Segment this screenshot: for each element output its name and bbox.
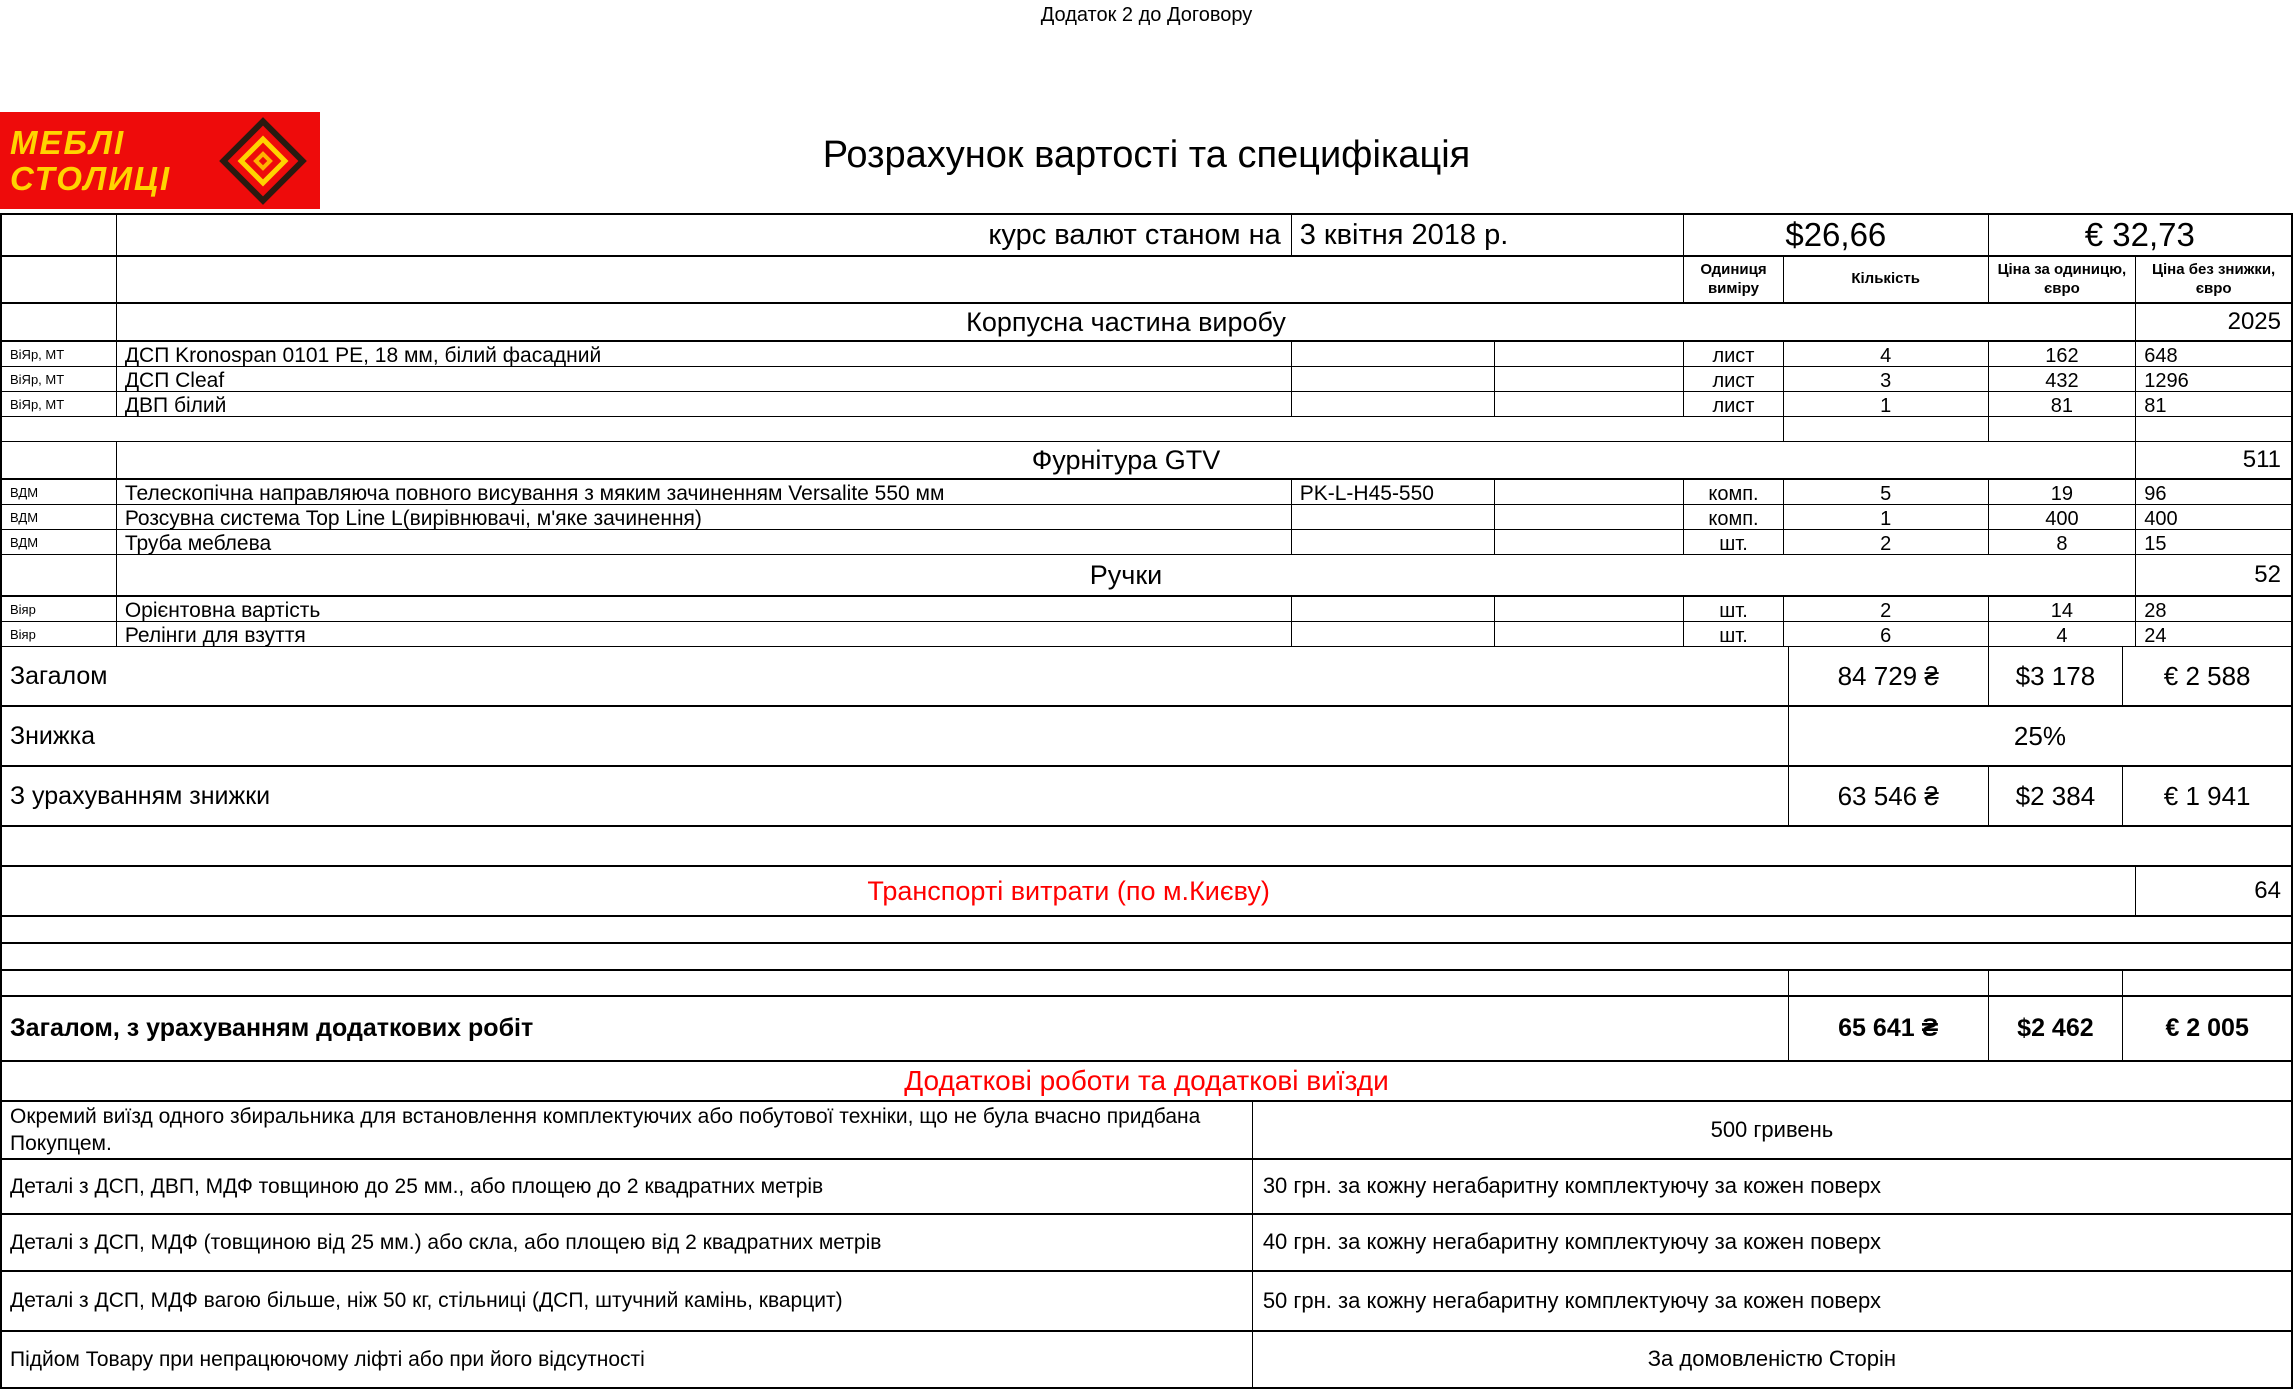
discount-row [2,707,2291,767]
final-total-label: Загалом, з урахуванням додаткових робіт [2,997,1789,1060]
logo-line1: МЕБЛІ [10,123,126,161]
item-row [2,530,2291,555]
discount-value: 25% [2013,720,2066,751]
item-qty: 6 [1784,622,1989,646]
extras-desc: Деталі з ДСП, МДФ (товщиною від 25 мм.) або скла, або площею від 2 квадратних метрів [2,1215,1253,1270]
section-title: Фурнітура GTV [117,442,2136,478]
item-name: Труба меблева [117,530,1292,554]
item-name: Телескопічна направляюча повного висування з мяким зачиненням Versalite 550 мм [117,480,1292,504]
extras-price: 500 гривень [1710,1116,1834,1142]
item-row [2,342,2291,367]
total-eur: € 2 588 [2163,660,2251,691]
item-unit: шт. [1684,597,1784,621]
section-row-body [2,304,2291,342]
col-header-price-no-discount: Ціна без знижки, євро [2152,260,2276,297]
item-name: Релінги для взуття [117,622,1292,646]
item-unit: шт. [1684,622,1784,646]
logo-line2: СТОЛИЦІ [10,159,172,197]
total-usd: $3 178 [1989,647,2124,705]
extras-desc: Деталі з ДСП, ДВП, МДФ товщиною до 25 мм., або площею до 2 квадратних метрів [2,1160,1253,1213]
item-unit: лист [1684,392,1784,416]
item-supplier: ВДМ [2,530,117,554]
item-total: 1296 [2144,370,2189,391]
item-total: 24 [2144,625,2167,646]
header-empty-1 [2,257,117,302]
item-supplier: ВіЯр, МТ [2,392,117,416]
column-header-row [2,257,2291,304]
extras-price: За домовленістю Сторін [1647,1346,1897,1372]
item-supplier: ВДМ [2,505,117,529]
item-supplier: Віяр [2,597,117,621]
item-name: ДСП Kronospan 0101 PE, 18 мм, білий фасадний [117,342,1292,366]
extras-row [2,1102,2291,1160]
item-price: 162 [1989,342,2137,366]
item-unit: лист [1684,342,1784,366]
item-total: 400 [2144,508,2178,529]
empty-row [2,971,2291,997]
item-total: 96 [2144,483,2167,504]
empty-item-row [2,417,2291,442]
item-supplier: ВіЯр, МТ [2,342,117,366]
item-name: ДСП Cleaf [117,367,1292,391]
extras-row [2,1215,2291,1272]
section-row-handles [2,555,2291,597]
item-code: PK-L-H45-550 [1292,480,1496,504]
item-row [2,505,2291,530]
col-header-qty: Кількість [1784,257,1989,302]
item-qty: 5 [1784,480,1989,504]
extras-row [2,1160,2291,1215]
item-total: 81 [2144,395,2167,416]
item-unit: шт. [1684,530,1784,554]
item-row [2,622,2291,647]
discounted-usd: $2 384 [1989,767,2124,825]
final-total-eur: € 2 005 [2165,1014,2249,1042]
extras-price: 30 грн. за кожну негабаритну комплектуючу за кожен поверх [1262,1173,1881,1199]
item-qty: 1 [1784,505,1989,529]
item-code [1292,622,1496,646]
item-unit: комп. [1684,480,1784,504]
extras-title-row [2,1062,2291,1102]
total-row [2,647,2291,707]
item-price: 19 [1989,480,2137,504]
item-code [1292,530,1496,554]
item-qty: 3 [1784,367,1989,391]
rate-row [2,215,2291,257]
page-title: Розрахунок вартості та специфікація [822,134,1471,176]
eur-rate: € 32,73 [2084,216,2195,253]
extras-desc: Деталі з ДСП, МДФ вагою більше, ніж 50 кг, стільниці (ДСП, штучний камінь, кварцит) [2,1272,1253,1330]
item-qty: 4 [1784,342,1989,366]
rate-date: 3 квітня 2018 р. [1292,215,1684,255]
item-name: Розсувна система Top Line L(вирівнювачі, м'яке зачинення) [117,505,1292,529]
item-unit: лист [1684,367,1784,391]
usd-rate: $26,66 [1684,215,1988,255]
item-price: 8 [1989,530,2137,554]
item-price: 4 [1989,622,2137,646]
transport-value: 64 [2254,877,2281,904]
col-header-unit: Одиниця виміру [1684,257,1784,302]
item-name: ДВП білий [117,392,1292,416]
extras-price: 50 грн. за кожну негабаритну комплектуючу за кожен поверх [1262,1287,1881,1313]
section-title: Корпусна частина виробу [117,304,2136,340]
total-label: Загалом [2,647,1789,705]
item-price: 432 [1989,367,2137,391]
discounted-label: З урахуванням знижки [2,767,1789,825]
extras-price: 40 грн. за кожну негабаритну комплектуючу за кожен поверх [1262,1229,1881,1255]
discount-label: Знижка [2,707,1789,765]
rate-label: курс валют станом на [117,215,1292,255]
extras-desc: Підйом Товару при непрацюючому ліфті або при його відсутності [2,1332,1253,1387]
empty-row [2,917,2291,944]
item-total: 15 [2144,533,2167,554]
item-code [1292,342,1496,366]
final-total-usd: $2 462 [1989,997,2124,1060]
item-total: 648 [2144,345,2178,366]
item-total: 28 [2144,600,2167,621]
extras-title: Додаткові роботи та додаткові виїзди [904,1065,1389,1096]
transport-row [2,867,2291,917]
item-qty: 2 [1784,597,1989,621]
section-row-gtv [2,442,2291,480]
header-empty-2 [117,257,1684,302]
transport-label: Транспорті витрати (по м.Києву) [2,867,2136,915]
extras-desc: Окремий виїзд одного збиральника для встановлення комплектуючих або побутової техніки, що не була вчасно придбана Покупцем. [2,1102,1253,1158]
rate-empty-cell [2,215,117,255]
spec-table [0,213,2293,1389]
empty-row [2,827,2291,867]
item-code [1292,392,1496,416]
empty-row [2,944,2291,971]
item-supplier: ВДМ [2,480,117,504]
section-total: 2025 [2227,308,2281,335]
discounted-uah: 63 546 ₴ [1789,767,1989,825]
header-band [0,30,2293,213]
item-qty: 1 [1784,392,1989,416]
item-code [1292,505,1496,529]
extras-row [2,1272,2291,1332]
item-row [2,392,2291,417]
col-header-price-per-unit: Ціна за одиницю, євро [1989,257,2137,302]
item-price: 14 [1989,597,2137,621]
item-supplier: Віяр [2,622,117,646]
item-price: 400 [1989,505,2137,529]
total-uah: 84 729 ₴ [1789,647,1989,705]
item-supplier: ВіЯр, МТ [2,367,117,391]
discounted-row [2,767,2291,827]
item-name: Орієнтовна вартість [117,597,1292,621]
extras-row [2,1332,2291,1387]
item-row [2,597,2291,622]
item-row [2,367,2291,392]
item-price: 81 [1989,392,2137,416]
item-qty: 2 [1784,530,1989,554]
item-row [2,480,2291,505]
final-total-uah: 65 641 ₴ [1789,997,1989,1060]
section-total: 511 [2242,446,2281,473]
section-total: 52 [2254,561,2281,588]
section-title: Ручки [117,555,2136,595]
final-total-row [2,997,2291,1062]
doc-note: Додаток 2 до Договору [1040,4,1253,26]
item-code [1292,367,1496,391]
item-unit: комп. [1684,505,1784,529]
item-code [1292,597,1496,621]
discounted-eur: € 1 941 [2163,780,2251,811]
